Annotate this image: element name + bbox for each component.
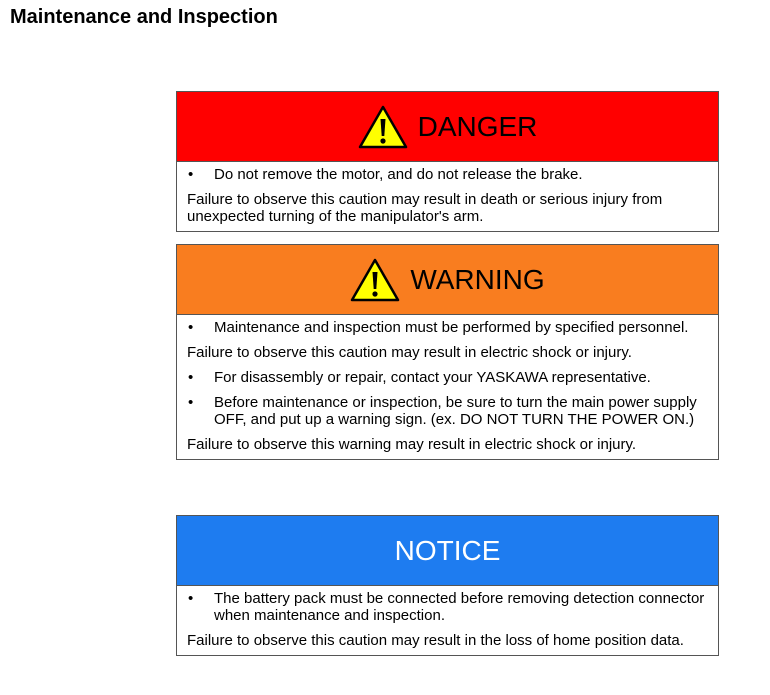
list-item	[187, 590, 708, 624]
danger-header-label: DANGER	[417, 110, 538, 142]
page-title: Maintenance and Inspection	[10, 6, 278, 28]
warning-consequence: Failure to observe this warning may result in electric shock or injury.	[187, 436, 637, 453]
bullet-marker: •	[188, 590, 194, 607]
bullet-marker: •	[188, 319, 194, 336]
notice-header-label: NOTICE	[394, 534, 501, 566]
warning-triangle-icon	[350, 258, 400, 302]
list-item-text: The battery pack must be connected before removing detection connector when maintenance and inspection.	[214, 590, 705, 624]
list-item	[187, 394, 708, 428]
warning-triangle-icon	[358, 105, 408, 149]
list-item-text: Do not remove the motor, and do not release the brake.	[214, 166, 583, 183]
warning-consequence: Failure to observe this caution may result in electric shock or injury.	[187, 344, 632, 361]
list-item-text: Before maintenance or inspection, be sure to turn the main power supply OFF, and put up a warning sign. (ex. DO NOT TURN THE POWER ON.)	[214, 394, 697, 428]
warning-header-label: WARNING	[410, 263, 545, 295]
list-item	[187, 166, 708, 183]
bullet-marker: •	[188, 394, 194, 411]
danger-consequence: Failure to observe this caution may result in death or serious injury from unexpected turning of the manipulator's arm.	[187, 191, 663, 225]
notice-header	[177, 516, 718, 586]
warning-header	[177, 245, 718, 315]
warning-box	[176, 244, 719, 460]
list-item-text: For disassembly or repair, contact your YASKAWA representative.	[214, 369, 651, 386]
notice-consequence: Failure to observe this caution may result in the loss of home position data.	[187, 632, 684, 649]
notice-box	[176, 515, 719, 656]
list-item	[187, 319, 708, 336]
notice-body	[177, 586, 718, 655]
list-item-text: Maintenance and inspection must be performed by specified personnel.	[214, 319, 689, 336]
danger-header	[177, 92, 718, 162]
danger-body	[177, 162, 718, 231]
warning-body	[177, 315, 718, 459]
bullet-marker: •	[188, 166, 194, 183]
danger-box	[176, 91, 719, 232]
list-item	[187, 369, 708, 386]
bullet-marker: •	[188, 369, 194, 386]
